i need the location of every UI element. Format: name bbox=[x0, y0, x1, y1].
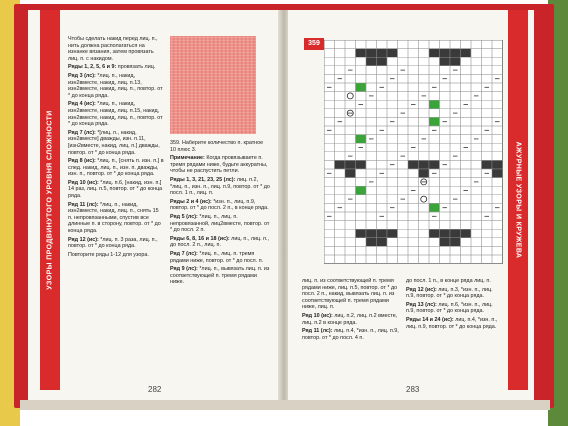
chart-cell bbox=[440, 229, 451, 238]
right-col1-paragraph: Ряд 10 (ис): лиц. п.2, лиц. п.2 вместе, лиц. п.2 в конце ряда. bbox=[302, 312, 398, 326]
right-side-bar bbox=[508, 10, 528, 390]
chart-cell bbox=[492, 169, 503, 178]
chart-cell bbox=[450, 238, 461, 247]
left-col2-paragraph: Ряды 2 и 4 (ис): *изн. п., лиц. п.9, повтор. от * до посл. 2 п., в конце ряда. bbox=[170, 198, 269, 212]
chart-cell bbox=[356, 229, 367, 238]
right-page-number: 283 bbox=[406, 385, 420, 394]
chart-cell bbox=[366, 229, 377, 238]
chart-cell bbox=[440, 57, 451, 66]
left-col2-paragraph: Ряд 5 (лс): *лиц. п., лиц. п. непровязанной, лиц2вместе, повтор. от * до посл. 2 п. bbox=[170, 213, 270, 234]
chart-cell bbox=[377, 57, 388, 66]
page-edges bbox=[20, 400, 550, 410]
left-page bbox=[28, 10, 280, 400]
chart-cell bbox=[429, 160, 440, 169]
chart-cell bbox=[429, 203, 440, 212]
knit-swatch-photo bbox=[170, 36, 256, 134]
right-col1-paragraph: лиц. п. из соответствующей п. тремя рядами ниже, лиц. п.5, повтор. от * до посл. 2 п., накид, вывязать лиц. п. из соответствующей п. тремя рядами ниже, лиц. п. bbox=[302, 278, 398, 311]
left-col2-paragraph: Ряды 1, 3, 21, 23, 25 (лс): лиц. п.2, *лиц. п., изн. п., лиц. п.9, повтор. от * до посл. 1 п., лиц. п. bbox=[170, 176, 270, 197]
left-col1-paragraph: Ряд 11 (лс): *лиц. п., накид, изн2вместе, накид, лиц. п., снять 15 п. непровязанными, спустив все длинные п. в сторону, повтор. от * до конца ряда. bbox=[68, 201, 161, 235]
left-side-bar bbox=[40, 10, 60, 390]
chart-cell bbox=[461, 49, 472, 58]
right-col2-paragraph: Ряд 12 (ис): лиц. п.3, *изн. п., лиц. п.9, повтор. от * до конца ряда. bbox=[406, 286, 493, 300]
left-col1-paragraph: Ряд 12 (ис): *лиц. п. 3 раза, лиц. п., повтор. от * до конца ряда. bbox=[68, 236, 158, 250]
chart-cell bbox=[440, 238, 451, 247]
chart-cell bbox=[461, 229, 472, 238]
chart-cell bbox=[356, 83, 367, 92]
chart-cell bbox=[429, 117, 440, 126]
left-col2-paragraph: Ряд 9 (лс): *лиц. п., вывязать лиц. п. из соответствующей п. тремя рядами ниже. bbox=[170, 266, 270, 286]
chart-cell bbox=[356, 186, 367, 195]
left-col1-paragraph: Ряд 4 (ис): *лиц. п., накид, изн2вместе, накид, лиц. п.15, накид, изн2вместе, накид, лиц. п., повтор. от * до конца ряда. bbox=[68, 101, 163, 128]
chart-cell bbox=[345, 160, 356, 169]
chart-cell bbox=[429, 229, 440, 238]
left-side-title: УЗОРЫ ПРОДВИНУТОГО УРОВНЯ СЛОЖНОСТИ bbox=[46, 110, 54, 290]
chart-cell bbox=[419, 169, 430, 178]
chart-cell bbox=[440, 49, 451, 58]
chart-cell bbox=[450, 49, 461, 58]
chart-cell bbox=[387, 49, 398, 58]
left-col1-paragraph: Ряд 10 (ис): *лиц. п.6, [накид, изн. п.] 14 раз, лиц. п.5, повтор. от * до конца ряда. bbox=[68, 179, 163, 200]
right-col2-paragraph: Ряд 13 (лс): лиц. п.6, *изн. п., лиц. п.9, повтор. от * до конца ряда. bbox=[406, 301, 493, 315]
left-column-2 bbox=[170, 140, 270, 386]
right-page bbox=[288, 10, 534, 400]
left-col2-paragraph: Ряды 6, 8, 16 и 18 (ис): лиц. п., лиц. п., до посл. 2 п., лиц. п. bbox=[170, 235, 269, 249]
chart-number-badge: 359 bbox=[304, 38, 324, 50]
chart-cell bbox=[356, 160, 367, 169]
chart-cell bbox=[450, 57, 461, 66]
right-side-title: АЖУРНЫЕ УЗОРЫ И КРУЖЕВА bbox=[514, 141, 522, 259]
right-column-2 bbox=[406, 278, 502, 386]
left-page-number: 282 bbox=[148, 385, 162, 394]
chart-cell bbox=[335, 160, 346, 169]
knitting-chart bbox=[324, 40, 506, 268]
left-col1-paragraph: Повторите ряды 1-12 для узора. bbox=[68, 251, 149, 258]
chart-cell bbox=[366, 238, 377, 247]
chart-cell bbox=[356, 135, 367, 144]
chart-cell bbox=[429, 49, 440, 58]
chart-cell bbox=[419, 160, 430, 169]
left-col2-paragraph: Примечание: Когда провязываете п. тремя рядами ниже, будьте аккуратны, чтобы не распустить петли. bbox=[170, 155, 268, 175]
chart-cell bbox=[356, 49, 367, 58]
left-col1-paragraph: Ряд 8 (ис): *лиц. п., [снять п. изн. п.] в след. накид, лиц. п., изн. п. дважды, изн. п., повтор. от * до конца ряда. bbox=[68, 158, 164, 178]
chart-cell bbox=[366, 49, 377, 58]
left-col2-paragraph: 359. Наберите количество п. кратное 10 плюс 3. bbox=[170, 140, 264, 153]
right-col1-paragraph: Ряд 11 (лс): лиц. п.4, *изн. п., лиц. п.9, повтор. от * до посл. 4 п. bbox=[302, 328, 399, 341]
right-col2-paragraph: Ряды 14 и 24 (ис): лиц. п.4, *изн. п., лиц. п.9, повтор. от * до конца ряда. bbox=[406, 316, 498, 330]
right-column-1 bbox=[302, 278, 402, 386]
chart-cell bbox=[377, 229, 388, 238]
left-col1-paragraph: Чтобы сделать накид перед лиц. п., нить должна располагаться на изнанке вязания, затем провязать лиц. п. с накидом. bbox=[68, 36, 158, 62]
chart-cell bbox=[366, 57, 377, 66]
chart-cell bbox=[377, 49, 388, 58]
chart-cell bbox=[429, 100, 440, 109]
chart-cell bbox=[377, 238, 388, 247]
right-col2-paragraph: до посл. 1 п., в конце ряда лиц. п. bbox=[406, 278, 491, 284]
left-column-1 bbox=[68, 36, 164, 386]
chart-cell bbox=[482, 160, 493, 169]
chart-cell bbox=[408, 160, 419, 169]
chart-cell bbox=[387, 229, 398, 238]
left-col1-paragraph: Ряд 3 (лс): *лиц. п., накид, изн2вместе, накид, лиц. п.13, изн2вместе, накид, лиц. п., повтор. от * до конца ряда. bbox=[68, 72, 163, 99]
chart-cell bbox=[492, 160, 503, 169]
left-col1-paragraph: Ряд 7 (лс): *[лиц. п., накид, изн2вместе] дважды, изн. п.11, [изн2вместе, накид, лиц. п.] дважды, повтор. от * до конца ряда. bbox=[68, 129, 160, 156]
chart-cell bbox=[450, 229, 461, 238]
left-col1-paragraph: Ряды 1, 2, 5, 6 и 9: провязать лиц. bbox=[68, 64, 156, 71]
left-col2-paragraph: Ряд 7 (лс): *лиц. п., лиц. п. тремя рядами ниже, повтор. от * до посл. п. bbox=[170, 250, 264, 264]
chart-cell bbox=[345, 169, 356, 178]
